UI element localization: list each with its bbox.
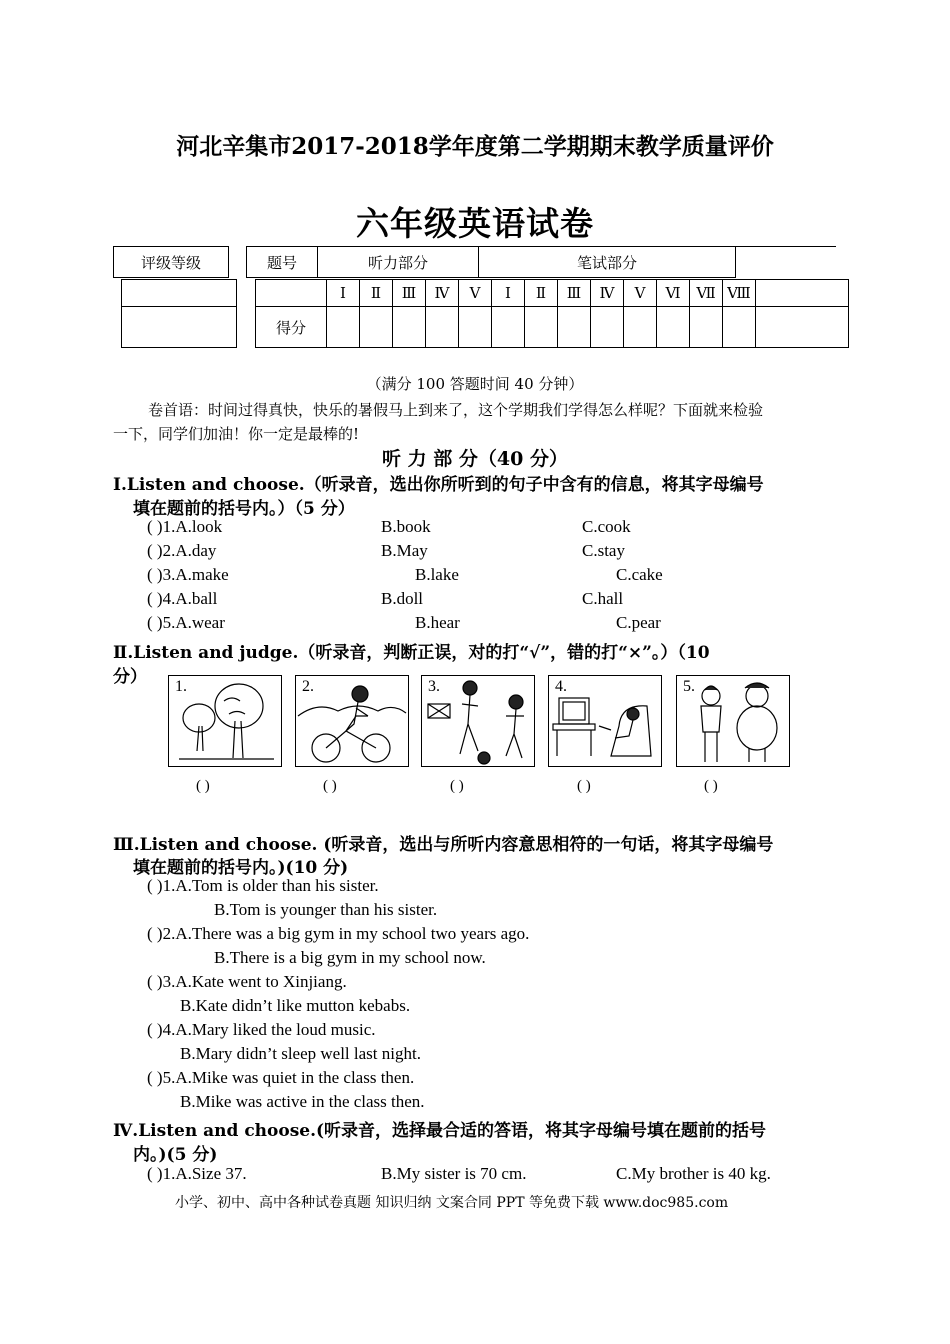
numeral-header: Ⅲ (558, 280, 591, 307)
answer-paren-5[interactable]: ( ) (704, 778, 718, 794)
s1-option-b: B.May (381, 541, 428, 560)
s1-option-c: C.hall (582, 589, 624, 608)
section3-title-line2: 填在题前的括号内。)(10 分) (133, 858, 349, 878)
score-cell[interactable] (393, 307, 426, 348)
section1-title-line1: Ⅰ.Listen and choose.（听录音，选出你所听到的句子中含有的信息，将其字母编号 (113, 475, 764, 495)
numeral-header: Ⅶ (690, 280, 723, 307)
section1-title-line2: 填在题前的括号内。）（5 分） (133, 499, 355, 519)
score-cell[interactable] (591, 307, 624, 348)
s3-q4-b: B.Mary didn’t sleep well last night. (180, 1044, 421, 1063)
s1-question: ( )4.A.ball (147, 589, 218, 608)
s4-q1-a: ( )1.A.Size 37. (147, 1164, 247, 1183)
score-cell[interactable] (360, 307, 393, 348)
numeral-header: Ⅳ (591, 280, 624, 307)
score-cell[interactable] (492, 307, 525, 348)
grade-label: 评级等级 (114, 247, 229, 278)
s4-q1-b: B.My sister is 70 cm. (381, 1164, 527, 1183)
s1-question: ( )3.A.make (147, 565, 229, 584)
score-cell[interactable] (657, 307, 690, 348)
section2-title-line2: 分） (113, 667, 147, 687)
blank-cell (756, 280, 849, 307)
score-cell[interactable] (525, 307, 558, 348)
s1-question: ( )5.A.wear (147, 613, 225, 632)
score-cell[interactable] (624, 307, 657, 348)
score-cell[interactable] (558, 307, 591, 348)
numeral-header: Ⅰ (327, 280, 360, 307)
grade-value-table (121, 279, 237, 348)
exam-subtitle: 六年级英语试卷 (356, 204, 594, 243)
score-cell[interactable] (723, 307, 756, 348)
score-cell[interactable] (426, 307, 459, 348)
section3-title-line1: Ⅲ.Listen and choose. (听录音，选出与所听内容意思相符的一句话，将其字母编号 (113, 835, 774, 855)
s1-option-c: C.cook (582, 517, 631, 536)
score-cell[interactable] (690, 307, 723, 348)
picture-number: 1. (175, 678, 187, 695)
picture-2 (295, 675, 409, 767)
picture-5 (676, 675, 790, 767)
intro-line1: 卷首语：时间过得真快，快乐的暑假马上到来了，这个学期我们学得怎么样呢？下面就来检验 (148, 401, 764, 419)
s3-q2-b: B.There is a big gym in my school now. (214, 948, 486, 967)
numeral-header: Ⅰ (492, 280, 525, 307)
picture-number: 2. (302, 678, 314, 695)
answer-paren-4[interactable]: ( ) (577, 778, 591, 794)
intro-line2: 一下，同学们加油！你一定是最棒的! (113, 425, 360, 443)
s3-q5-a: ( )5.A.Mike was quiet in the class then. (147, 1068, 415, 1087)
s3-q1-a: ( )1.A.Tom is older than his sister. (147, 876, 379, 895)
s3-q2-a: ( )2.A.There was a big gym in my school two years ago. (147, 924, 530, 943)
picture-number: 4. (555, 678, 567, 695)
score-label: 得分 (256, 307, 327, 348)
s1-option-b: B.hear (415, 613, 460, 632)
exam-header-title: 河北辛集市2017-2018学年度第二学期期末教学质量评价 (176, 133, 774, 160)
grade-value-cell-2[interactable] (122, 307, 237, 348)
s1-option-c: C.pear (616, 613, 661, 632)
picture-1 (168, 675, 282, 767)
answer-paren-3[interactable]: ( ) (450, 778, 464, 794)
s3-q4-a: ( )4.A.Mary liked the loud music. (147, 1020, 376, 1039)
s1-option-c: C.cake (616, 565, 663, 584)
score-cell[interactable] (459, 307, 492, 348)
blank-cell (756, 307, 849, 348)
grade-table (113, 246, 229, 278)
s1-option-b: B.lake (415, 565, 459, 584)
s4-q1-c: C.My brother is 40 kg. (616, 1164, 771, 1183)
item-label: 题号 (247, 247, 318, 278)
s1-option-c: C.stay (582, 541, 625, 560)
picture-3 (421, 675, 535, 767)
s1-question: ( )2.A.day (147, 541, 217, 560)
full-marks: （满分 100 答题时间 40 分钟） (366, 375, 584, 393)
numeral-header: Ⅴ (459, 280, 492, 307)
blank-cell (256, 280, 327, 307)
s3-q3-b: B.Kate didn’t like mutton kebabs. (180, 996, 411, 1015)
s1-question: ( )1.A.look (147, 517, 223, 536)
s3-q5-b: B.Mike was active in the class then. (180, 1092, 425, 1111)
picture-number: 5. (683, 678, 695, 695)
writing-label: 笔试部分 (479, 247, 736, 278)
s3-q1-b: B.Tom is younger than his sister. (214, 900, 438, 919)
numeral-header: Ⅳ (426, 280, 459, 307)
blank-cell (736, 247, 837, 278)
picture-number: 3. (428, 678, 440, 695)
listening-section-header: 听 力 部 分（40 分） (382, 448, 568, 470)
answer-paren-2[interactable]: ( ) (323, 778, 337, 794)
s3-q3-a: ( )3.A.Kate went to Xinjiang. (147, 972, 347, 991)
score-cell[interactable] (327, 307, 360, 348)
listening-label: 听力部分 (318, 247, 479, 278)
section4-title-line1: Ⅳ.Listen and choose.(听录音，选择最合适的答语，将其字母编号填在题前的括号 (113, 1121, 767, 1141)
numeral-header: Ⅱ (525, 280, 558, 307)
section4-title-line2: 内。)(5 分) (133, 1145, 218, 1165)
s1-option-b: B.book (381, 517, 431, 536)
numeral-header: Ⅷ (723, 280, 756, 307)
numeral-header: Ⅲ (393, 280, 426, 307)
picture-4 (548, 675, 662, 767)
section2-title-line1: Ⅱ.Listen and judge.（听录音，判断正误，对的打“√”，错的打“×”。）（10 (113, 643, 710, 663)
numeral-header: Ⅱ (360, 280, 393, 307)
score-header-table (246, 246, 836, 278)
score-table (255, 279, 849, 348)
footer-text: 小学、初中、高中各种试卷真题 知识归纳 文案合同 PPT 等免费下载 www.doc985.com (175, 1195, 729, 1211)
grade-value-cell[interactable] (122, 280, 237, 307)
numeral-header: Ⅵ (657, 280, 690, 307)
s1-option-b: B.doll (381, 589, 424, 608)
answer-paren-1[interactable]: ( ) (196, 778, 210, 794)
numeral-header: Ⅴ (624, 280, 657, 307)
